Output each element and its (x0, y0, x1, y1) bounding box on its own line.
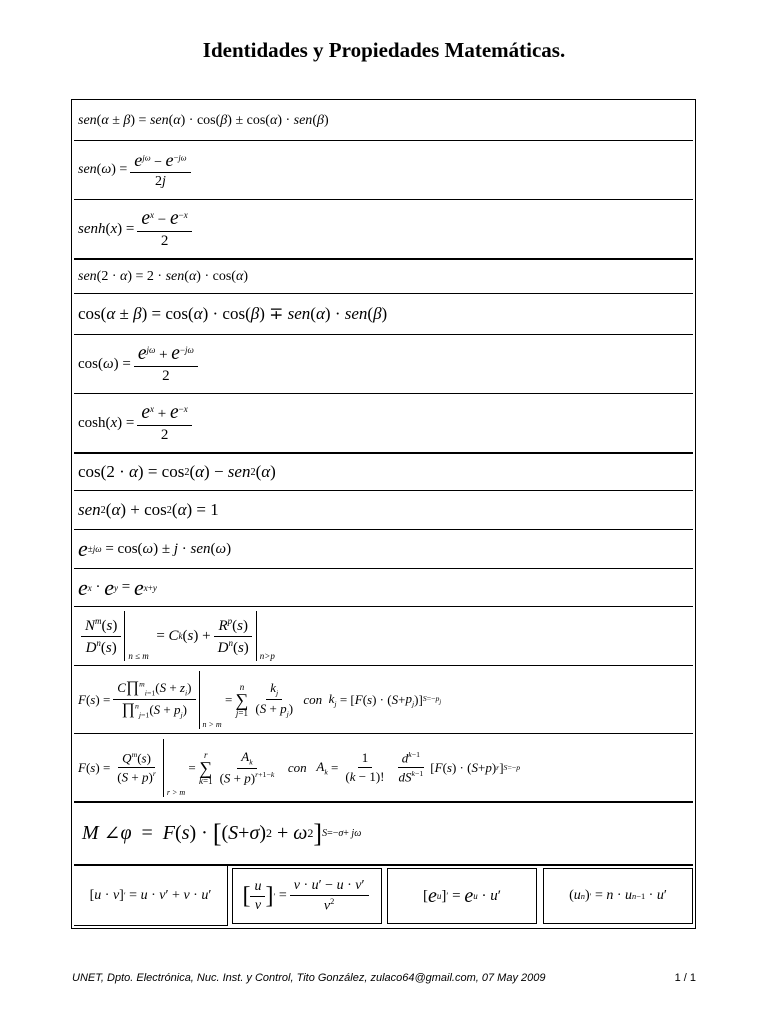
derivatives-row (74, 864, 693, 926)
formula-sen-double: sen (2 · α ) = 2 · sen ( α ) · cos( α ) (74, 258, 693, 293)
formula-sen-omega: sen ( ω ) = $\frac{e^{j\omega} - e^{-j\omega}}{2j}$ (74, 140, 693, 199)
page-title: Identidades y Propiedades Matemáticas. (202, 38, 566, 62)
formula-partial-fractions-repeated: F ( s ) = $\frac{Q^m(s)}{(S + p)^r}$ r > m = r ∑ k=1 $\frac{A_k}{(S + p)^{r+1-k}}$ con $A_k$ = $\frac{1}{(k - 1)!}$ $\frac{d^{k-1}}{dS^{k-1}}$ [ F ( s ) · ( S + p ) r ] S=−p (74, 733, 693, 801)
derivative-quotient: [ $\frac{u}{v}$ ] ′ = $\frac{v \cdot u' - u \cdot v'}{v^2}$ (232, 868, 382, 924)
derivative-power: ( u n ) ′ = n · u n−1 · u ′ (543, 868, 693, 924)
formula-senh: senh ( x ) = $\frac{e^x - e^{-x}}{2}$ (74, 199, 693, 258)
formula-sen-sum: sen ( α ± β ) = sen ( α ) · cos( β ) ± cos( α ) · sen ( β ) (78, 113, 329, 128)
formula-table (71, 99, 696, 929)
formula-cos-omega: cos( ω ) = $\frac{e^{j\omega} + e^{-j\omega}}{2}$ (74, 334, 693, 393)
formula-cosh: cosh( x ) = $\frac{e^x + e^{-x}}{2}$ (74, 393, 693, 452)
formula-polynomial-division: $\frac{N^m(s)}{D^n(s)}$ n ≤ m = C k ( s ) + $\frac{R^p(s)}{D^n(s)}$ n>p (74, 606, 693, 665)
formula-euler: e ±jω = cos( ω ) ± j · sen ( ω ) (74, 529, 693, 568)
page-number: 1 / 1 (674, 972, 696, 984)
formula-pythagorean: sen 2 ( α ) + cos 2 ( α ) = 1 (74, 490, 693, 529)
formula-magnitude-phase: M ∠ φ = F ( s ) · [ ( S + σ ) 2 + ω 2 ] S=−σ+ jω (74, 801, 693, 864)
derivative-exponential: [ e u ] ′ = e u · u ′ (387, 868, 537, 924)
formula-exp-product: e x · e y = e x+y (74, 568, 693, 606)
footer-credit: UNET, Dpto. Electrónica, Nuc. Inst. y Control, Tito González, zulaco64@gmail.com, 07 May 2009 (72, 972, 546, 984)
formula-partial-fractions-simple: F ( s ) = $\frac{C\prod^m_{i=1}(S + z_i)}{\prod^n_{j=1}(S + p_j)}$ n > m = n ∑ j=1 $\frac{k_j}{(S + p_j)}$ con $k_j$ = [ F ( s ) · ( S + $p_j$ )] $S=-p_j$ (74, 665, 693, 733)
formula-cos-sum: cos( α ± β ) = cos( α ) · cos( β ) ∓ sen ( α ) · sen ( β ) (74, 293, 693, 334)
formula-cos-double: cos(2 · α ) = cos 2 ( α ) − sen 2 ( α ) (74, 452, 693, 490)
derivative-product: [ u · v ] ′ = u · v ′ + v · u ′ (74, 866, 228, 926)
